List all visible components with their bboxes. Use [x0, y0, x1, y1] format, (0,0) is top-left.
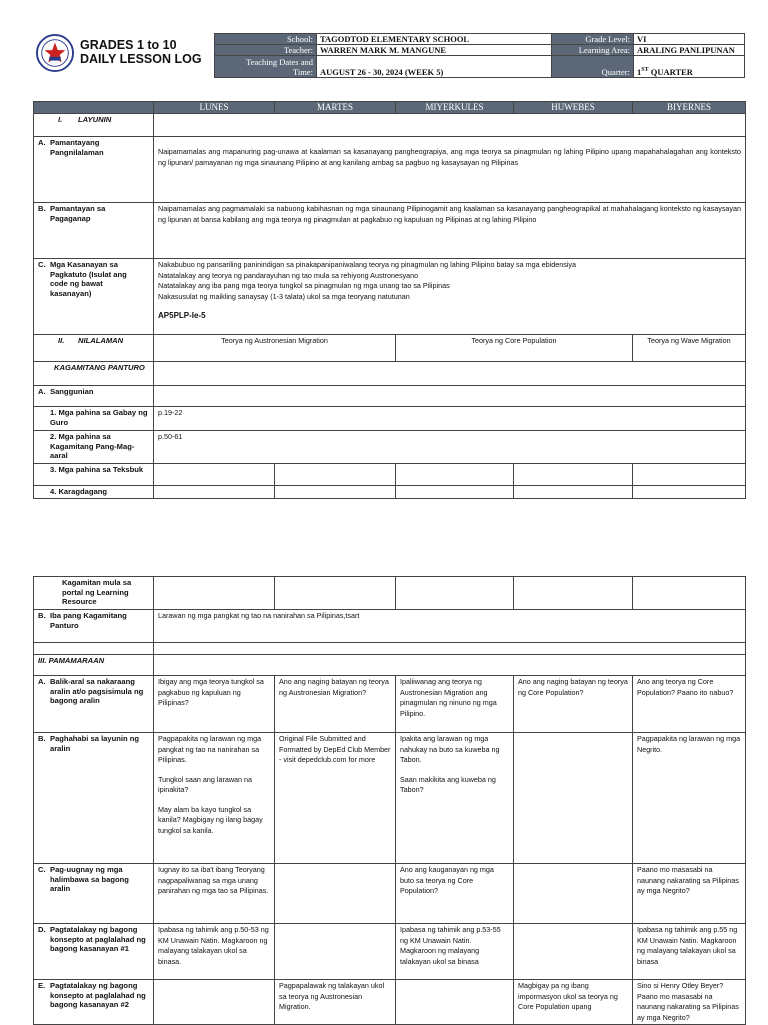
nilalaman-wave-migration: Teorya ng Wave Migration [633, 335, 746, 362]
row-label: Iba pang Kagamitang Panturo [50, 611, 127, 630]
row-letter: D. [38, 925, 46, 934]
kagamitang-panturo-row [34, 362, 746, 386]
row-label: Pamantayang Pangnilalaman [50, 138, 104, 157]
row-label: Mga Kasanayan sa Pagkatuto (Isulat ang code ng bawat kasanayan) [50, 260, 127, 298]
row-letter: B. [38, 734, 46, 743]
gabay-guro-value: p.19-22 [154, 407, 746, 431]
lesson-log-table-2 [33, 576, 746, 1025]
sanggunian-content [154, 386, 746, 407]
pamantayang-pangnilalaman-row [34, 137, 746, 203]
pamantayan-sa-pagaganap-text: Naipamamalas ang pagmamalaki sa nabuong kabihasnan ng mga sinaunang Pilipinogamit ang kaalaman sa kasanayang pangheograpikal at mahahalagang konteksto ng kasaysayan ng lipunan at bansa kabilang ang mga teorya ng pinagmulan at pagkabuo ng kapuluan ng Pilipinas at ng lahing Pilipino [154, 203, 746, 259]
row-letter: A. [38, 677, 46, 686]
kagamitang-panturo-content [154, 362, 746, 386]
teksbuk-cell [633, 464, 746, 486]
portal-cell [275, 577, 396, 610]
paghahabi-lunes-2: Tungkol saan ang larawan na ipinakita? [158, 774, 253, 794]
document-title [80, 38, 202, 66]
paghahabi-miyerkules-1: Ipakita ang larawan ng mga nahukay na buto sa kuweba ng Tabon. [400, 734, 500, 764]
row-label: Balik-aral sa nakaraang aralin at/o pagsisimula ng bagong aralin [50, 677, 144, 705]
pag-uugnay-lunes: Iugnay ito sa iba't ibang Teoryang nagpapaliwanag sa mga unang panirahan ng mga tao sa Pilipinas. [154, 864, 275, 924]
blank-header-cell [34, 102, 154, 114]
pagtatalakay-1-row [34, 924, 746, 980]
layunin-content [154, 114, 746, 137]
pagtatalakay-1-label [34, 924, 154, 980]
row-letter: C. [38, 865, 46, 874]
karagdagang-cell [514, 486, 633, 499]
kagamitang-mag-aaral-value: p.50-61 [154, 431, 746, 464]
pagtatalakay-1-biyernes: Ipabasa ng tahimik ang p.55 ng KM Unawain Natin. Magkaroon ng malayang talakayan ukol sa binasa [633, 924, 746, 980]
pamamaraan-row [34, 655, 746, 676]
dates-label [215, 56, 317, 78]
karagdagang-cell [396, 486, 514, 499]
pamamaraan-number: III. [38, 656, 47, 665]
row-label: Pagtatalakay ng bagong konsepto at paglalahad ng bagong kasanayan #2 [50, 981, 146, 1009]
paghahabi-row [34, 733, 746, 864]
karagdagang-cell [275, 486, 396, 499]
nilalaman-heading [34, 335, 154, 362]
nilalaman-row [34, 335, 746, 362]
dates-label-1: Teaching Dates and [246, 56, 313, 67]
kasanayan-sa-pagkatuto-text [154, 259, 746, 335]
portal-cell [396, 577, 514, 610]
row-label: Pamantayan sa Pagaganap [50, 204, 106, 223]
row-label: Pagtatalakay ng bagong konsepto at paglalahad ng bagong kasanayan #1 [50, 925, 146, 953]
teksbuk-cell [154, 464, 275, 486]
nilalaman-austronesian: Teorya ng Austronesian Migration [154, 335, 396, 362]
paghahabi-miyerkules [396, 733, 514, 864]
gabay-guro-row [34, 407, 746, 431]
gabay-guro-label: 1. Mga pahina sa Gabay ng Guro [34, 407, 154, 431]
grade-value: VI [634, 34, 745, 45]
portal-cell [154, 577, 275, 610]
kasanayan-line-4: Nakasusulat ng maikling sanaysay (1-3 talata) ukol sa mga teoryang natutunan [158, 291, 410, 301]
portal-row [34, 577, 746, 610]
pag-uugnay-biyernes: Paano mo masasabi na naunang nakarating sa Pilipinas ay mga Negrito? [633, 864, 746, 924]
iba-pang-kagamitan-label [34, 610, 154, 643]
balik-aral-lunes: Ibigay ang mga teorya tungkol sa pagkabuo ng kapuluan ng Pilipinas? [154, 676, 275, 733]
balik-aral-martes: Ano ang naging batayan ng teorya ng Austronesian Migration? [275, 676, 396, 733]
spacer-cell [34, 643, 154, 655]
kasanayan-sa-pagkatuto-row [34, 259, 746, 335]
kasanayan-line-3: Natatalakay ang iba pang mga teorya tungkol sa pinagmulan ng mga unang tao sa Pilipinas [158, 281, 450, 290]
school-label: School: [215, 34, 317, 45]
deped-seal-logo [36, 34, 74, 72]
competency-code: AP5PLP-Ie-5 [158, 311, 206, 320]
row-letter: A. [38, 387, 46, 396]
day-header-martes: MARTES [275, 102, 396, 114]
area-value: ARALING PANLIPUNAN [634, 45, 745, 56]
pagtatalakay-2-row [34, 980, 746, 1025]
sanggunian-row [34, 386, 746, 407]
iba-pang-kagamitan-row [34, 610, 746, 643]
pagtatalakay-2-miyerkules [396, 980, 514, 1025]
pamantayan-sa-pagaganap-label [34, 203, 154, 259]
teksbuk-cell [396, 464, 514, 486]
paghahabi-lunes-1: Pagpapakita ng larawan ng mga pangkat ng tao na nanirahan sa Pilipinas. [158, 734, 262, 764]
karagdagang-cell [633, 486, 746, 499]
day-header-huwebes: HUWEBES [514, 102, 633, 114]
paghahabi-miyerkules-2: Saan makikita ang kuweba ng Tabon? [400, 774, 496, 794]
pag-uugnay-huwebes [514, 864, 633, 924]
pagtatalakay-2-martes: Pagpapalawak ng talakayan ukol sa teorya ng Austronesian Migration. [275, 980, 396, 1025]
kagamitang-mag-aaral-row [34, 431, 746, 464]
pag-uugnay-miyerkules: Ano ang kauganayan ng mga buto sa teorya ng Core Population? [396, 864, 514, 924]
paghahabi-martes: Original File Submitted and Formatted by DepEd Club Member - visit depedclub.com for more [275, 733, 396, 864]
teksbuk-cell [275, 464, 396, 486]
pagtatalakay-2-lunes [154, 980, 275, 1025]
grade-label: Grade Level: [552, 34, 634, 45]
row-letter: B. [38, 611, 46, 620]
iba-pang-kagamitan-text: Larawan ng mga pangkat ng tao na nanirahan sa Pilipinas,tsart [154, 610, 746, 643]
title-line-1: GRADES 1 to 10 [80, 38, 177, 52]
layunin-heading [34, 114, 154, 137]
row-letter: A. [38, 138, 46, 147]
paghahabi-lunes-3: May alam ba kayo tungkol sa kanila? Magbigay ng ilang bagay tungkol sa kanila. [158, 804, 263, 835]
pag-uugnay-row [34, 864, 746, 924]
dates-label-2: Time: [292, 66, 313, 77]
pagtatalakay-1-miyerkules: Ipabasa ng tahimik ang p.53-55 ng KM Unawain Natin. Magkaroon ng malayang talakayan ukol sa binasa [396, 924, 514, 980]
row-letter: E. [38, 981, 46, 990]
kagamitang-panturo-heading: KAGAMITANG PANTURO [34, 362, 154, 386]
kasanayan-line-1: Nakabubuo ng pansariling paninindigan sa pinakapanipaniwalang teorya ng pinagmulan ng lahing Pilipino batay sa mga ebidensiya [158, 260, 576, 269]
pamamaraan-heading [34, 655, 154, 676]
pagtatalakay-1-martes [275, 924, 396, 980]
pag-uugnay-label [34, 864, 154, 924]
balik-aral-miyerkules: Ipaliiwanag ang teorya ng Austronesian Migration ang pinagmulan ng ninuno ng mga Pilipino. [396, 676, 514, 733]
karagdagang-label: 4. Karagdagang [34, 486, 154, 499]
quarter-suffix: ST [641, 67, 649, 74]
pagtatalakay-2-label [34, 980, 154, 1025]
teksbuk-label: 3. Mga pahina sa Teksbuk [34, 464, 154, 486]
quarter-value [634, 56, 745, 78]
kasanayan-line-2: Natatalakay ang teorya ng pandarayuhan ng tao mula sa rehiyong Austronesyano [158, 270, 419, 280]
paghahabi-huwebes [514, 733, 633, 864]
paghahabi-label [34, 733, 154, 864]
teksbuk-cell [514, 464, 633, 486]
day-header-row [34, 102, 746, 114]
pagtatalakay-1-lunes: Ipabasa ng tahimik ang p.50-53 ng KM Unawain Natin. Magkaroon ng malayang talakayan ukol sa binasa. [154, 924, 275, 980]
day-header-miyerkules: MIYERKULES [396, 102, 514, 114]
layunin-row [34, 114, 746, 137]
karagdagang-cell [154, 486, 275, 499]
dates-value: AUGUST 26 - 30, 2024 (WEEK 5) [317, 56, 552, 78]
school-value: TAGODTOD ELEMENTARY SCHOOL [317, 34, 552, 45]
pag-uugnay-martes [275, 864, 396, 924]
portal-cell [633, 577, 746, 610]
quarter-word: QUARTER [650, 67, 693, 77]
nilalaman-label: NILALAMAN [78, 336, 124, 345]
row-label: Sanggunian [50, 387, 94, 396]
row-letter: C. [38, 260, 46, 269]
balik-aral-label [34, 676, 154, 733]
layunin-number: I. [58, 115, 63, 124]
karagdagang-row [34, 486, 746, 499]
day-header-lunes: LUNES [154, 102, 275, 114]
nilalaman-number: II. [58, 336, 65, 345]
portal-label: Kagamitan mula sa portal ng Learning Resource [34, 577, 154, 610]
row-letter: B. [38, 204, 46, 213]
balik-aral-huwebes: Ano ang naging batayan ng teorya ng Core Population? [514, 676, 633, 733]
pamantayan-sa-pagaganap-row [34, 203, 746, 259]
portal-cell [514, 577, 633, 610]
pagtatalakay-1-huwebes [514, 924, 633, 980]
pamamaraan-content [154, 655, 746, 676]
layunin-label: LAYUNIN [78, 115, 112, 124]
quarter-number: 1 [637, 67, 642, 77]
kagamitang-mag-aaral-label: 2. Mga pahina sa Kagamitang Pang-Mag-aaral [34, 431, 154, 464]
day-header-biyernes: BIYERNES [633, 102, 746, 114]
area-label: Learning Area: [552, 45, 634, 56]
lesson-log-table-1 [33, 101, 746, 499]
title-line-2: DAILY LESSON LOG [80, 52, 202, 66]
paghahabi-biyernes: Pagpapakita ng larawan ng mga Negrito. [633, 733, 746, 864]
pamantayang-pangnilalaman-text: Naipamamalas ang mapanuring pag-unawa at kaalaman sa kasanayang pangheograpiya, ang mga teorya sa pinagmulan ng lahing Pilipino upang mapahahalagahan ang konteksto ng lipunan/ pamayanan ng mga sinaunang Pilipino at ang kanilang ambag sa pagbuo ng kasaysayan ng Pilipinas [154, 137, 746, 203]
teksbuk-row [34, 464, 746, 486]
header-info-table [214, 33, 745, 78]
nilalaman-core-population: Teorya ng Core Population [396, 335, 633, 362]
sanggunian-label [34, 386, 154, 407]
balik-aral-row [34, 676, 746, 733]
balik-aral-biyernes: Ano ang teorya ng Core Population? Paano ito nabuo? [633, 676, 746, 733]
kasanayan-sa-pagkatuto-label [34, 259, 154, 335]
pagtatalakay-2-huwebes: Magbigay pa ng ibang impormasyon ukol sa teorya ng Core Population upang [514, 980, 633, 1025]
pagtatalakay-2-biyernes: Sino si Henry Otley Beyer? Paano mo masasabi na naunang nakarating sa Pilipinas ay mga Negrito? [633, 980, 746, 1025]
pamamaraan-label: PAMAMARAAN [48, 656, 105, 665]
row-label: Paghahabi sa layunin ng aralin [50, 734, 140, 753]
quarter-label: Quarter: [552, 56, 634, 78]
pamantayang-pangnilalaman-label [34, 137, 154, 203]
paghahabi-lunes [154, 733, 275, 864]
row-label: Pag-uugnay ng mga halimbawa sa bagong aralin [50, 865, 129, 893]
teacher-label: Teacher: [215, 45, 317, 56]
teacher-value: WARREN MARK M. MANGUNE [317, 45, 552, 56]
spacer-row [34, 643, 746, 655]
spacer-cell [154, 643, 746, 655]
